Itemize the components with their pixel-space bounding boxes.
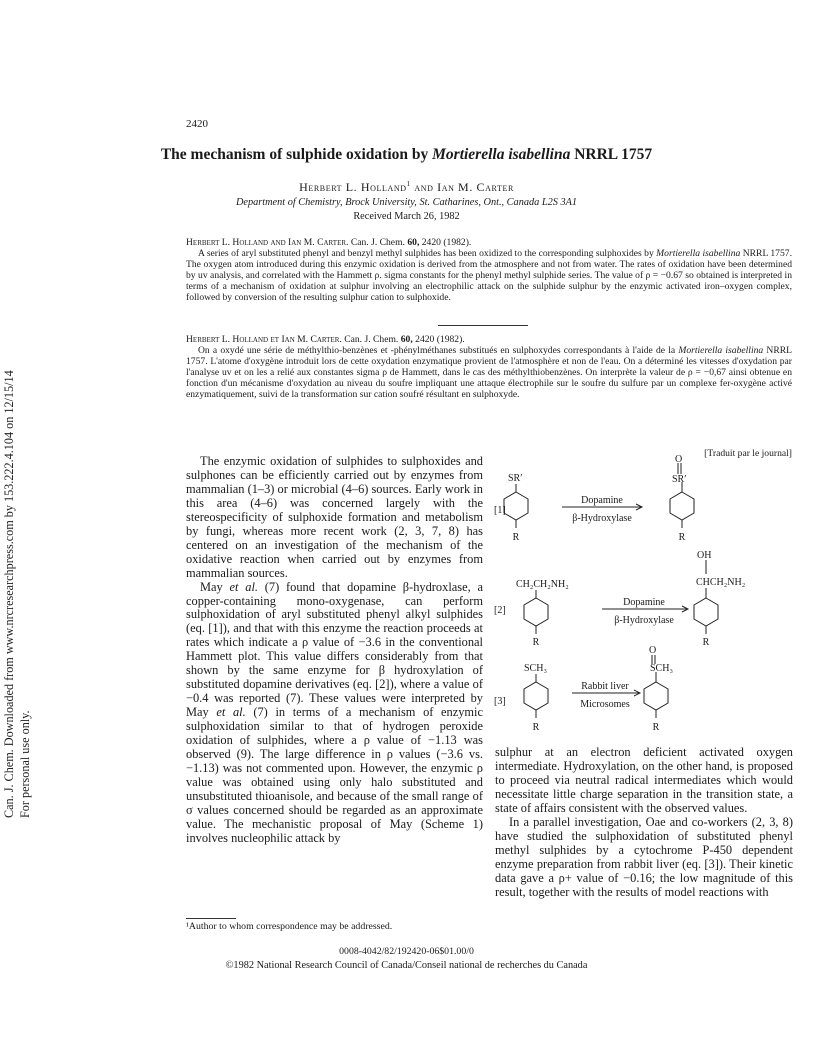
eq3-product-r: R: [652, 722, 660, 733]
download-notice: [0, 230, 44, 830]
author-footnote-mark: 1: [406, 180, 411, 188]
citation-volume: 60,: [407, 237, 420, 248]
title-prefix: The mechanism of sulphide oxidation by: [160, 146, 433, 163]
eq2-reactant-substituent: CH₂CH₂NH₂: [516, 579, 569, 590]
resume-citation-pages: 2420 (1982).: [415, 334, 465, 345]
page-number: 2420: [186, 118, 208, 130]
author-and: and: [414, 180, 434, 194]
abstract-divider: [438, 325, 528, 326]
author-holland: Herbert L. Holland: [299, 180, 407, 194]
author-line: [0, 180, 813, 195]
eq3-enzyme-top: Rabbit liver: [581, 681, 629, 692]
resume-organism: Mortierella isabellina: [678, 344, 764, 356]
eq3-product-substituent: SCH₃: [650, 663, 673, 674]
article-title: [0, 146, 813, 164]
download-notice-line: Can. J. Chem. Downloaded from www.nrcresearchpress.com by 153.222.4.104 on 12/15/14: [2, 370, 16, 818]
issn-line: 0008-4042/82/192420-06$01.00/0: [339, 946, 474, 957]
eq2-number: [2]: [494, 605, 506, 616]
eq3-reactant-substituent: SCH₃: [524, 663, 547, 674]
copyright-line: ©1982 National Research Council of Canada/Conseil national de recherches du Canada: [225, 960, 588, 971]
eq1-product-oxygen: O: [675, 454, 683, 465]
left-column: [186, 455, 483, 846]
eq2-product-oh: OH: [697, 550, 712, 561]
abstract-french: [186, 335, 792, 400]
affiliation: Department of Chemistry, Brock University, St. Catharines, Ont., Canada L2S 3A1: [235, 197, 578, 208]
may-paragraph: [186, 581, 483, 846]
mechanism-paragraph: sulphur at an electron deficient activated oxygen intermediate. Hydroxylation, on the other hand, is proposed to proceed via neutral radical intermediates which would necessitate little charge separation in the transition state, a state of affairs consistent with the observed values.: [495, 745, 793, 815]
citation-authors: Herbert L. Holland and Ian M. Carter.: [186, 237, 349, 248]
citation-pages: 2420 (1982).: [421, 237, 472, 248]
abstract-organism: Mortierella isabellina: [656, 247, 741, 259]
eq3-enzyme-bottom: Microsomes: [580, 699, 630, 710]
eq1-reactant-r: R: [512, 532, 520, 543]
personal-use-line: For personal use only.: [18, 710, 32, 818]
may-etal: et al.: [229, 579, 258, 594]
eq2-product-substituent: CHCH₂NH₂: [696, 577, 746, 588]
resume-text-b: NRRL 1757. L'atome d'oxygène introduit lors de cette oxydation enzymatique provient de l'atmosphère et non de l'eau. On a déterminé les vitesses d'oxydation par l'analyse uv et on les a relié aux constantes sigma ρ de Hammett, dans le cas des méthylthiobenzènes. On interprète la valeur de ρ = −0,67 ainsi obtenue en fonction d'un mécanisme d'oxydation au niveau du soufre impliquant une attaque électrophile sur le soufre du sulfure par un complexe fer-oxygène activé enzymatiquement, suivi de la transformation sur cation soufré résultant en sulphoxyde.: [186, 344, 792, 400]
intro-paragraph: The enzymic oxidation of sulphides to sulphoxides and sulphones can be efficiently carried out by enzymes from mammalian (1–3) or microbial (4–6) sources. Early work in this area (4–6) was concerned largely with the stereospecificity of sulphoxide formation and metabolism by fungi, whereas more recent work (2, 3, 7, 8) has centered on an investigation of the mechanism of the oxidative reaction when carried out by enzymes from mammalian sources.: [186, 454, 483, 580]
reaction-schemes: [492, 452, 802, 742]
eq1-product-r: R: [678, 532, 686, 543]
may-etal-2: et al.: [216, 705, 246, 720]
resume-citation-volume: 60,: [400, 334, 413, 345]
abstract-text-b: NRRL 1757. The oxygen atom introduced during this enzymic oxidation is derived from the atmosphere and not from water. The rates of oxidation have been determined by uv analysis, and correlated with the Hammett ρ. sigma constants for the phenyl methyl sulphide series. The value of ρ = −0.67 so obtained is interpreted in terms of a mechanism of oxidation at sulphur involving an electrophilic attack on the sulphide sulphur by the enzymic activated iron–oxygen complex, followed by conversion of the resulting sulphur cation to sulphoxide.: [186, 247, 792, 303]
may-text-b: (7) found that dopamine β-hydroxlase, a copper-containing mono-oxygenase, can perform sulphoxidation of aryl substituted phenyl alkyl sulphides (eq. [1]), and that with this enzyme the reaction proceeds at rates which indicate a ρ value of −3.6 in the conventional Hammett plot. This value differs considerably from that shown by the same enzyme for β hydroxylation of substituted dopamine derivatives (eq. [2]), where a value of −0.4 was reported (7). These values were interpreted by May: [186, 579, 483, 720]
author-carter: Ian M. Carter: [437, 180, 514, 194]
eq2-product-r: R: [702, 637, 710, 648]
resume-citation-journal: Can. J. Chem.: [344, 334, 399, 345]
eq3-number: [3]: [494, 696, 506, 707]
right-column: [495, 746, 793, 899]
eq1-enzyme-top: Dopamine: [581, 495, 623, 506]
eq2-reactant-r: R: [532, 637, 540, 648]
abstract-english: [186, 238, 792, 303]
title-organism: Mortierella isabellina: [432, 146, 571, 163]
eq3-product-oxygen: O: [649, 645, 657, 656]
eq1-product-substituent: SR′: [672, 474, 687, 485]
footnote-rule: [186, 918, 236, 919]
eq1-number: [1]: [494, 505, 506, 516]
abstract-text-a: A series of aryl substituted phenyl and benzyl methyl sulphides has been oxidized to the corresponding sulphoxides by: [198, 247, 654, 259]
eq3-reactant-r: R: [532, 722, 540, 733]
eq1-enzyme-bottom: β-Hydroxylase: [572, 513, 632, 524]
may-text-c: (7) in terms of a mechanism of enzymic sulphoxidation similar to that of hydrogen peroxide oxidation of sulphides, where a ρ value of −1.13 was observed (9). The large difference in ρ values (−3.6 vs. −1.13) was not commented upon. However, the enzymic ρ value was obtained using only halo substituted and unsubstituted thioanisole, and because of the small range of σ values concerned should be regarded as an approximate value. The mechanistic proposal of May (Scheme 1) involves nucleophilic attack by: [186, 705, 484, 845]
title-suffix: NRRL 1757: [570, 146, 653, 163]
footnote: ¹Author to whom correspondence may be addressed.: [186, 921, 393, 932]
translation-note: [Traduit par le journal]: [704, 448, 792, 459]
resume-text: [186, 346, 792, 401]
resume-citation-authors: Herbert L. Holland et Ian M. Carter.: [186, 334, 342, 345]
eq1-reactant-substituent: SR′: [508, 473, 523, 484]
received-date: Received March 26, 1982: [353, 211, 460, 222]
eq2-enzyme-bottom: β-Hydroxylase: [614, 615, 674, 626]
oae-paragraph: In a parallel investigation, Oae and co-workers (2, 3, 8) have studied the sulphoxidation of substituted phenyl methyl sulphides by a cytochrome P-450 dependent enzyme preparation from rabbit liver (eq. [3]). Their kinetic data gave a ρ+ value of −0.16; the low magnitude of this result, together with the results of model reactions with: [495, 814, 793, 899]
eq2-enzyme-top: Dopamine: [623, 597, 665, 608]
resume-text-a: On a oxydé une série de méthylthio-benzènes et -phénylméthanes substitués en sulphoxydes correspondants à l'aide de la: [198, 344, 676, 356]
may-text-a: May: [200, 579, 223, 594]
citation-journal: Can. J. Chem.: [350, 237, 405, 248]
abstract-text: [186, 249, 792, 304]
